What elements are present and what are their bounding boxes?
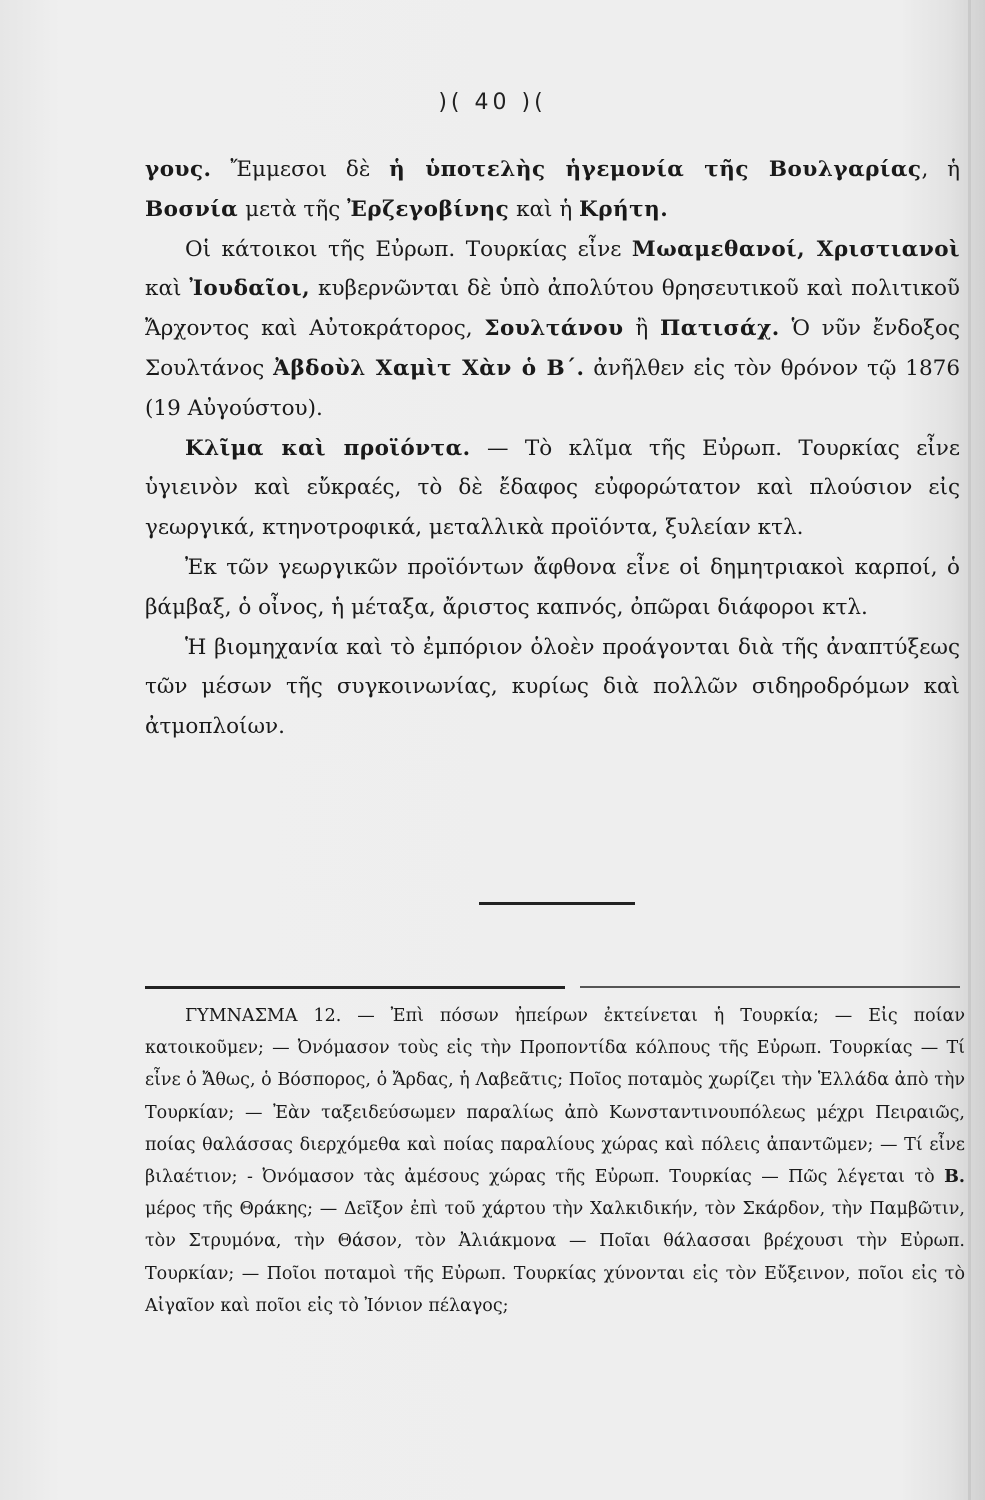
exercise-paragraph: [145, 1000, 965, 1322]
bold-term: Βοσνία: [145, 196, 239, 222]
main-text: [145, 150, 960, 747]
text-run: — Τὸ κλῖμα τῆς Εὐρωπ. Τουρκίας εἶνε ὑγιεινὸν καὶ εὔκραές, τὸ δὲ ἔδαφος εὐφορώτατον καὶ πλούσιον εἰς γεωργικά, κτηνοτροφικά, μεταλλικὰ προϊόντα, ξυλείαν κτλ.: [145, 435, 961, 541]
paragraph: [145, 150, 960, 230]
bold-term: Πατισάχ.: [659, 316, 780, 342]
paragraph: [145, 230, 960, 429]
text-run: Ἡ βιομηχανία καὶ τὸ ἐμπόριον ὁλοὲν προάγονται διὰ τῆς ἀναπτύξεως τῶν μέσων τῆς συγκοινωνίας, κυρίως διὰ πολλῶν σιδηροδρόμων καὶ ἀτμοπλοίων.: [145, 634, 960, 740]
text-run: μετὰ τῆς: [238, 196, 348, 222]
bold-term: Β.: [944, 1167, 965, 1188]
text-run: Οἱ κάτοικοι τῆς Εὐρωπ. Τουρκίας εἶνε: [185, 236, 632, 262]
text-run: , ἡ: [921, 157, 960, 182]
paragraph: [145, 429, 960, 548]
bold-term: Σουλτάνου: [484, 316, 624, 342]
bold-term: Μωαμεθανοί, Χριστιανοὶ: [631, 236, 961, 262]
bold-term: Ἀβδοὺλ Χαμὶτ Χὰν ὁ Β΄.: [273, 355, 585, 381]
bold-term: Ἰουδαῖοι,: [189, 276, 311, 302]
footnote-rule-right: [580, 986, 960, 988]
text-run: κυβερνῶνται δὲ ὑπὸ ἀπολύτου θρησευτικοῦ καὶ πολιτικοῦ Ἄρχοντος καὶ Αὐτοκράτορος,: [145, 276, 960, 342]
text-run: ΓΥΜΝΑΣΜΑ 12. — Ἐπὶ πόσων ἠπείρων ἐκτείνεται ἡ Τουρκία; — Εἰς ποίαν κατοικοῦμεν; — Ὀνόμασον τοὺς εἰς τὴν Προποντίδα κόλπους τῆς Εὐρωπ. Τουρκίας — Τί εἶνε ὁ Ἄθως, ὁ Βόσπορος, ὁ Ἄρδας, ἡ Λαβεᾶτις; Ποῖος ποταμὸς χωρίζει τὴν Ἑλλάδα ἀπὸ τὴν Τουρκίαν; — Ἐὰν ταξειδεύσωμεν παραλίως ἀπὸ Κωνσταντινουπόλεως μέχρι Πειραιῶς, ποίας θαλάσσας διερχόμεθα καὶ ποίας παραλίους χώρας καὶ πόλεις ἀπαντῶμεν; — Τί εἶνε βιλαέτιον; - Ὀνόμασον τὰς ἀμέσους χώρας τῆς Εὐρωπ. Τουρκίας — Πῶς λέγεται τὸ: [145, 1006, 965, 1188]
footnote-rule: [145, 986, 565, 989]
section-separator: [479, 902, 635, 905]
text-run: ἢ: [623, 316, 660, 342]
text-run: Ἐκ τῶν γεωργικῶν προϊόντων ἄφθονα εἶνε οἱ δημητριακοὶ καρποί, ὁ βάμβαξ, ὁ οἶνος, ἡ μέταξα, ἄριστος καπνός, ὀπῶραι διάφοροι κτλ.: [145, 554, 960, 620]
text-run: μέρος τῆς Θράκης; — Δεῖξον ἐπὶ τοῦ χάρτου τὴν Χαλκιδικήν, τὸν Σκάρδον, τὴν Παμβῶτιν, τὸν Στρυμόνα, τὴν Θάσον, τὸν Ἀλιάκμονα — Ποῖαι θάλασσαι βρέχουσι τὴν Εὐρωπ. Τουρκίαν; — Ποῖοι ποταμοὶ τῆς Εὐρωπ. Τουρκίας χύνονται εἰς τὸν Εὔξεινον, ποῖοι εἰς τὸ Αἰγαῖον καὶ ποῖοι εἰς τὸ Ἰόνιον πέλαγος;: [145, 1199, 965, 1316]
text-run: καὶ ἡ: [509, 196, 580, 222]
bold-term: Ἐρζεγοβίνης: [347, 196, 510, 222]
text-run: Ὁ νῦν ἔνδοξος Σουλτάνος: [145, 316, 960, 381]
bold-term: Κλῖμα καὶ προϊόντα.: [185, 435, 471, 461]
bold-term: ἡ ὑποτελὴς ἡγεμονία τῆς Βουλγαρίας: [389, 157, 922, 182]
exercise-footnote: [145, 1000, 965, 1322]
paragraph: [145, 548, 960, 628]
text-run: Ἔμμεσοι δὲ: [211, 157, 390, 182]
page-number: )( 40 )(: [438, 90, 547, 115]
text-run: ἀνῆλθεν εἰς τὸν θρόνον τῷ 1876 (19 Αὐγούστου).: [145, 355, 960, 421]
page-edge: [968, 0, 971, 1500]
bold-term: γους.: [145, 157, 212, 182]
bold-term: Κρήτη.: [579, 196, 669, 222]
paragraph: [145, 628, 960, 747]
text-run: καὶ: [145, 276, 190, 302]
